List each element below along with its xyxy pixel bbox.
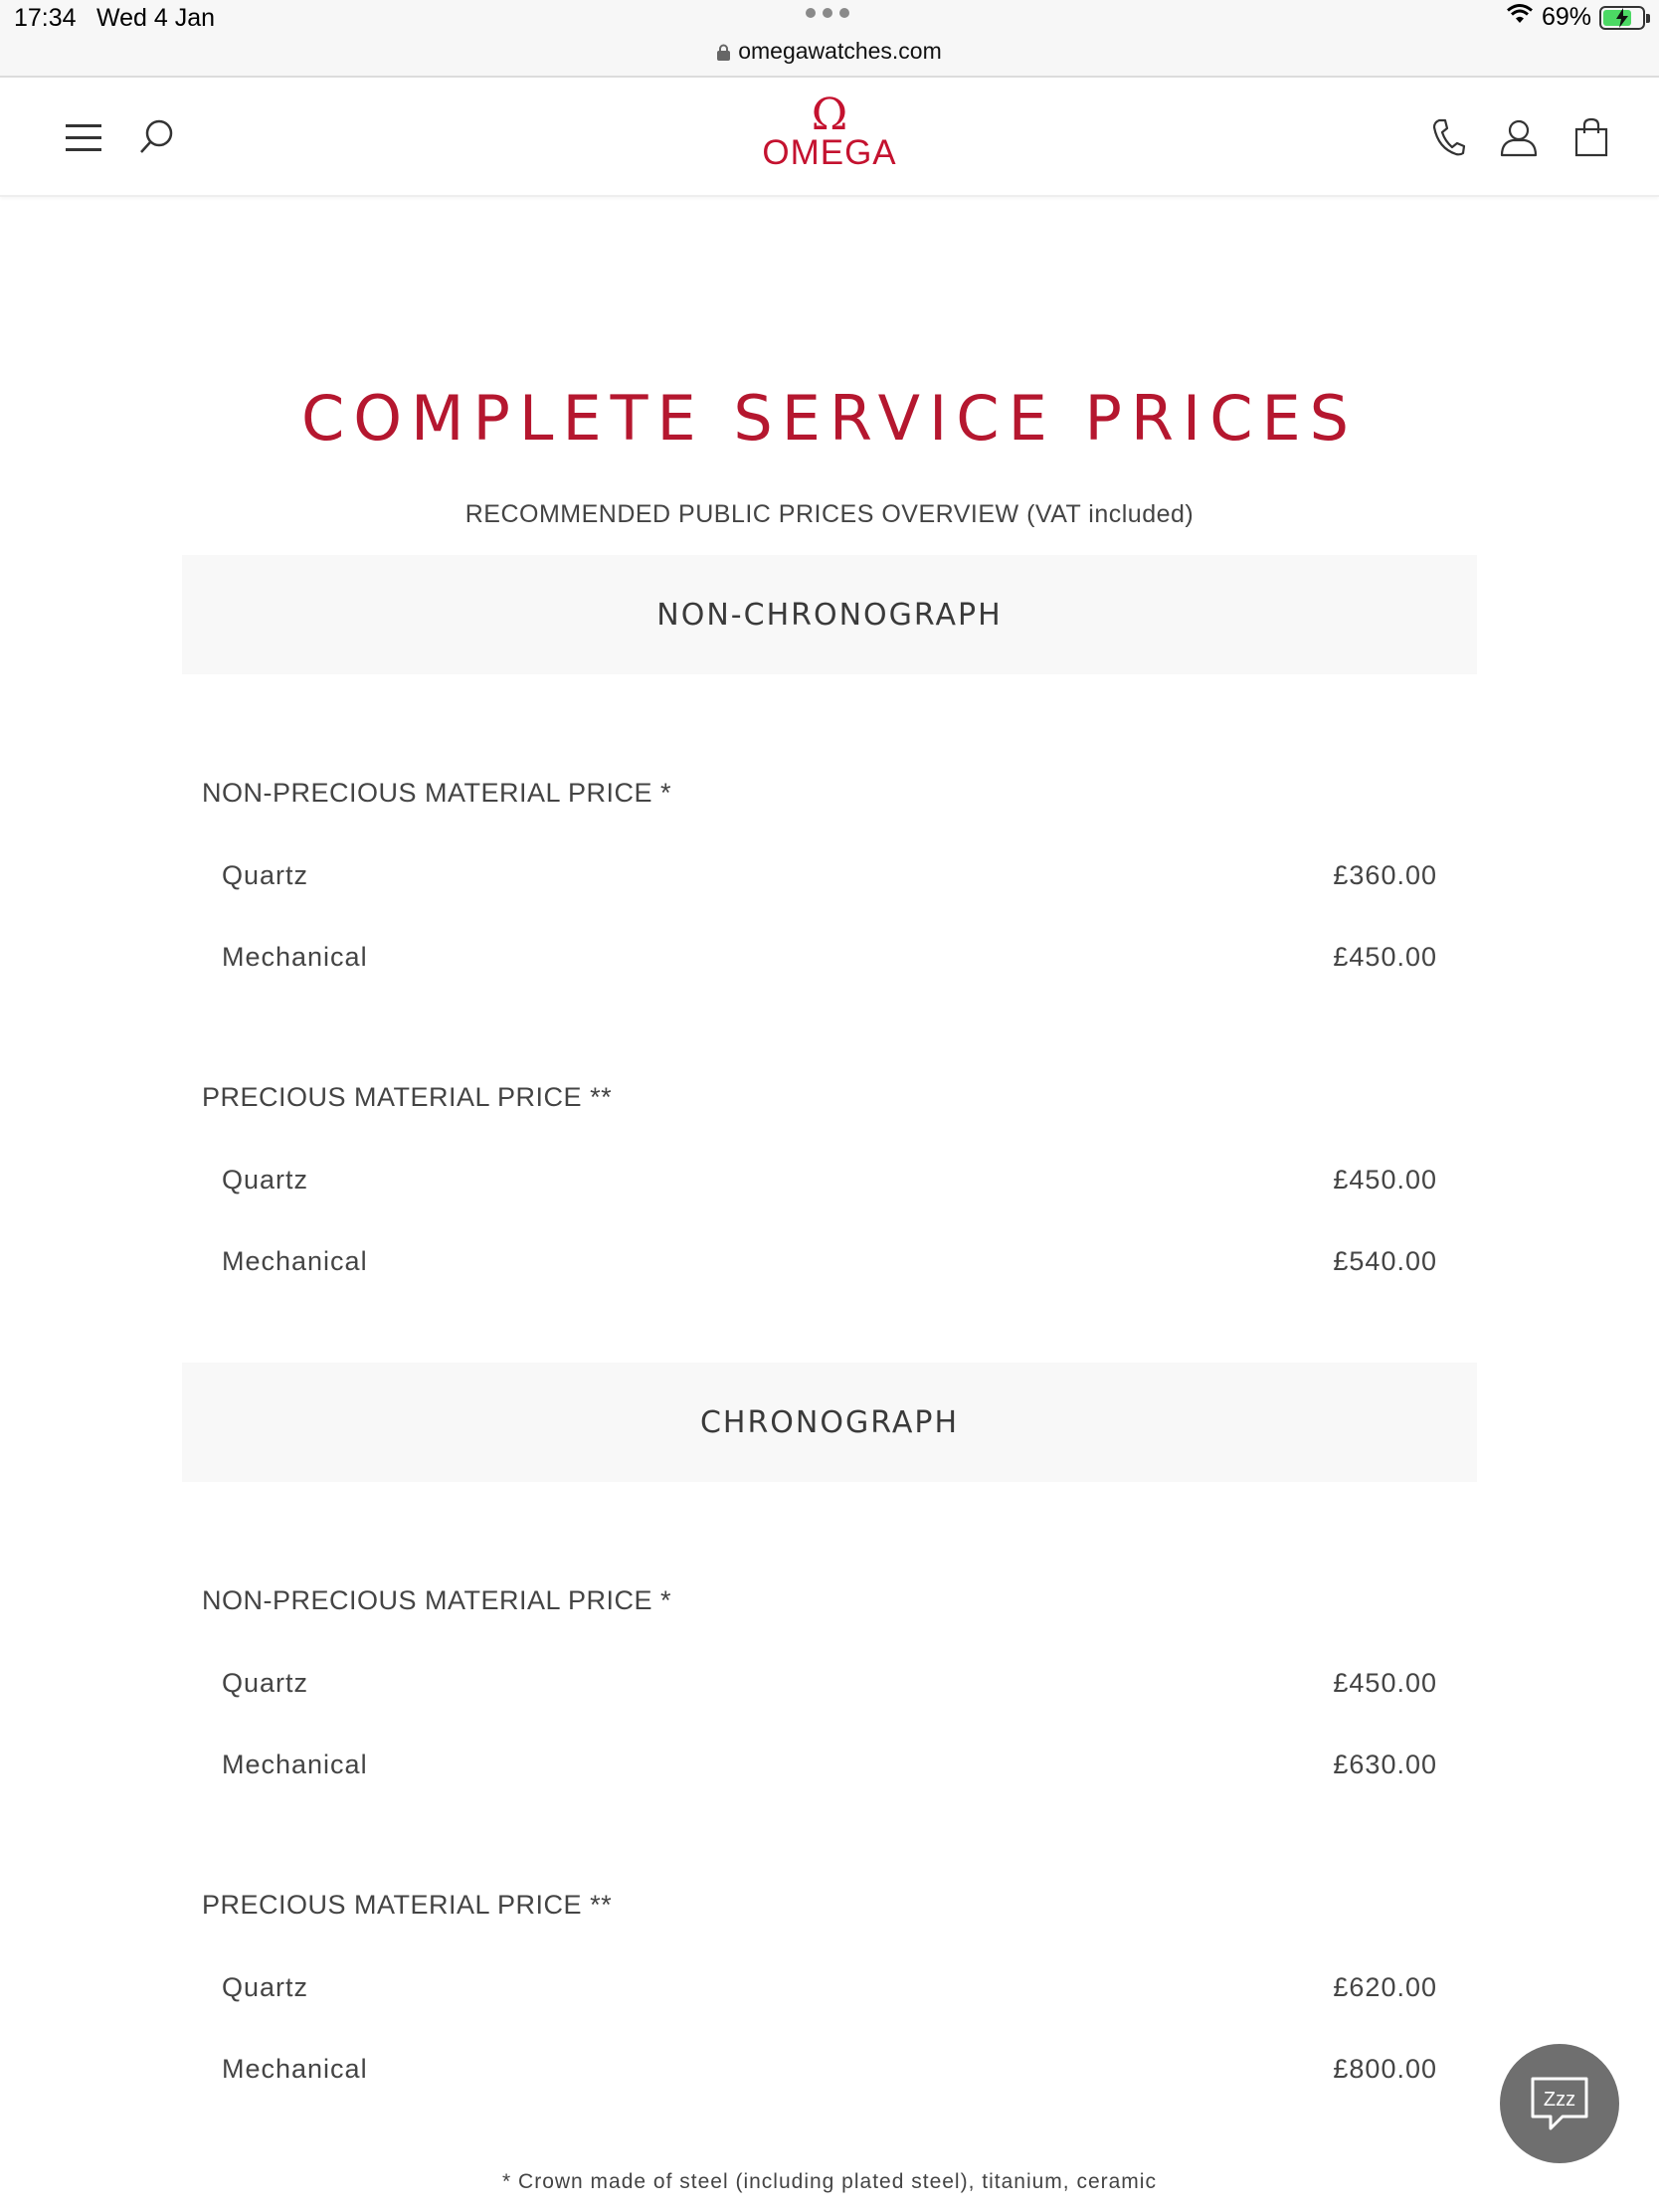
wifi-icon [1506,3,1534,32]
row-price: £800.00 [1333,2053,1437,2084]
chat-label: Zzz [1543,2089,1576,2111]
logo-symbol: Ω [811,90,848,140]
group-title: NON-PRECIOUS MATERIAL PRICE * [202,778,672,808]
battery-icon [1599,6,1645,30]
footnote-non-precious: * Crown made of steel (including plated steel), titanium, ceramic [502,2170,1157,2193]
group-title: NON-PRECIOUS MATERIAL PRICE * [202,1585,672,1615]
section-label: CHRONOGRAPH [699,1404,960,1440]
row-label: Quartz [222,859,309,890]
section-band-non-chronograph [182,555,1477,674]
row-price: £360.00 [1333,859,1437,890]
battery-percent: 69% [1541,3,1591,31]
status-date: Wed 4 Jan [96,4,216,32]
price-row [222,1967,1437,2007]
lock-icon [717,44,730,61]
row-label: Mechanical [222,2053,368,2084]
menu-icon[interactable] [60,113,107,161]
phone-icon[interactable] [1424,113,1472,161]
section-band-chronograph [182,1363,1477,1482]
status-indicators [1506,3,1645,32]
section-label: NON-CHRONOGRAPH [656,597,1003,633]
page-subtitle: RECOMMENDED PUBLIC PRICES OVERVIEW (VAT included) [464,500,1195,528]
group-title: PRECIOUS MATERIAL PRICE ** [202,1890,613,1920]
chat-button[interactable] [1500,2044,1619,2163]
row-label: Mechanical [222,1245,368,1276]
page-title: COMPLETE SERVICE PRICES [300,382,1359,455]
row-price: £630.00 [1333,1749,1437,1779]
price-row [222,937,1437,977]
status-bar [0,0,1659,78]
row-label: Quartz [222,1164,309,1195]
row-label: Mechanical [222,941,368,972]
account-icon[interactable] [1495,113,1543,161]
status-time: 17:34 [14,4,77,32]
logo-text: OMEGA [762,133,897,172]
row-price: £540.00 [1333,1245,1437,1276]
chat-bubble-icon [1527,2071,1592,2136]
site-header [0,80,1659,197]
shopping-bag-icon[interactable] [1567,113,1615,161]
price-row [222,1663,1437,1703]
multitasking-dots-icon[interactable] [806,8,849,18]
url-text: omegawatches.com [738,38,942,64]
price-row [222,1160,1437,1199]
search-icon[interactable] [132,113,180,161]
price-row [222,1241,1437,1281]
row-label: Mechanical [222,1749,368,1779]
row-price: £450.00 [1333,941,1437,972]
omega-logo[interactable] [730,90,929,172]
row-price: £450.00 [1333,1164,1437,1195]
address-bar[interactable] [0,38,1659,65]
row-label: Quartz [222,1667,309,1698]
row-price: £620.00 [1333,1971,1437,2002]
price-row [222,2049,1437,2089]
price-row [222,1745,1437,1784]
group-title: PRECIOUS MATERIAL PRICE ** [202,1082,613,1112]
price-row [222,855,1437,895]
row-label: Quartz [222,1971,309,2002]
row-price: £450.00 [1333,1667,1437,1698]
